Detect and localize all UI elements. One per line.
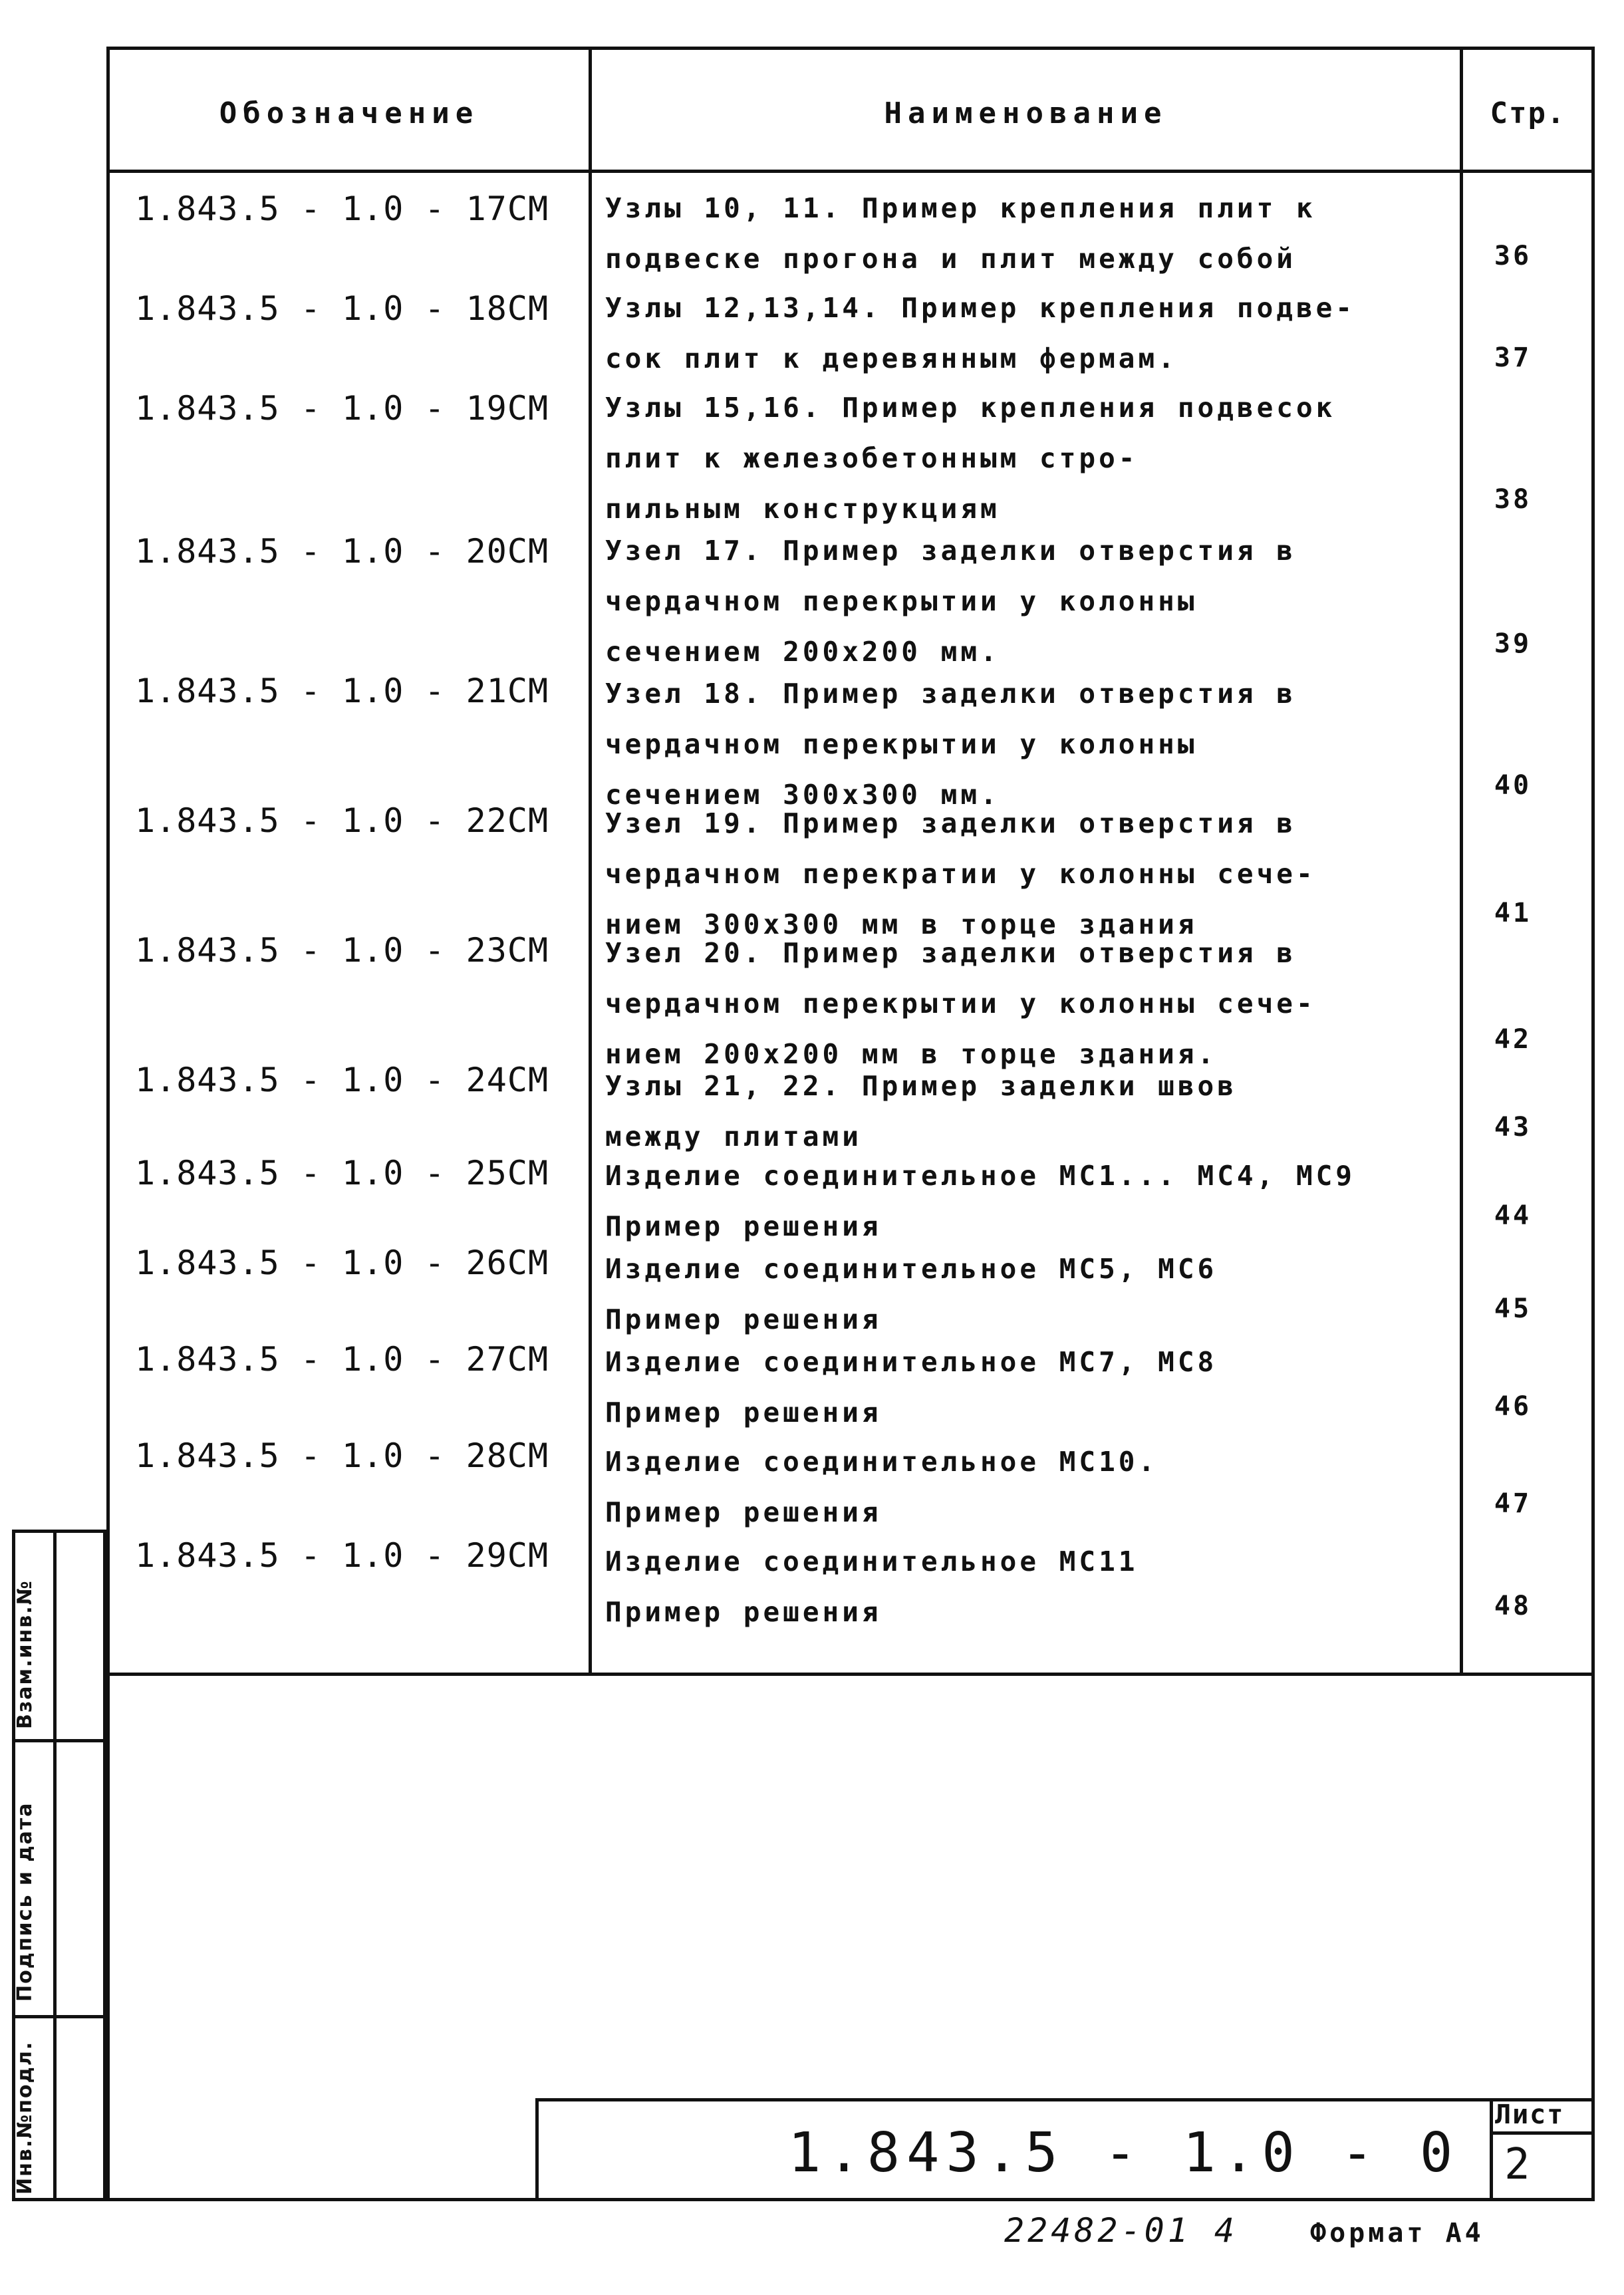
row-page: 36	[1494, 241, 1532, 271]
row-page: 37	[1494, 342, 1532, 373]
row-name: Изделие соединительное МС1... МС4, МС9 Пример решения	[605, 1160, 1355, 1242]
side-label-inv: Инв.№подл.	[13, 2040, 37, 2195]
row-page: 41	[1494, 898, 1532, 928]
table-bottom-line	[106, 1673, 1595, 1676]
row-name: Узел 19. Пример заделки отверстия в чердачном перекратии у колонны сече- нием 300х300 мм в торце здания	[605, 807, 1316, 940]
row-code: 1.843.5 - 1.0 - 22СМ	[135, 801, 549, 840]
row-name: Узел 20. Пример заделки отверстия в чердачном перекрытии у колонны сече- нием 200х200 мм в торце здания.	[605, 937, 1316, 1070]
title-block-divider	[1490, 2098, 1493, 2201]
side-label-podpis: Подпись и дата	[13, 1802, 37, 2002]
row-name: Изделие соединительное МС10. Пример решения	[605, 1446, 1158, 1528]
row-page: 47	[1494, 1488, 1532, 1519]
row-code: 1.843.5 - 1.0 - 19СМ	[135, 389, 549, 428]
row-name: Узлы 21, 22. Пример заделки швов между плитами	[605, 1070, 1237, 1152]
row-code: 1.843.5 - 1.0 - 18СМ	[135, 289, 549, 328]
row-code: 1.843.5 - 1.0 - 20СМ	[135, 532, 549, 571]
row-name: Изделие соединительное МС5, МС6 Пример решения	[605, 1253, 1218, 1335]
row-code: 1.843.5 - 1.0 - 26СМ	[135, 1244, 549, 1282]
row-page: 40	[1494, 770, 1532, 801]
row-name: Узлы 10, 11. Пример крепления плит к подвеске прогона и плит между собой	[605, 192, 1316, 275]
header-divider	[106, 170, 1595, 173]
row-name: Узел 17. Пример заделки отверстия в чердачном перекрытии у колонны сечением 200х200 мм.	[605, 535, 1296, 668]
sheet-label: Лист	[1495, 2099, 1565, 2130]
row-code: 1.843.5 - 1.0 - 21СМ	[135, 672, 549, 710]
row-page: 42	[1494, 1024, 1532, 1055]
row-name: Узел 18. Пример заделки отверстия в чердачном перекрытии у колонны сечением 300х300 мм.	[605, 678, 1296, 811]
row-code: 1.843.5 - 1.0 - 24СМ	[135, 1061, 549, 1099]
row-page: 44	[1494, 1200, 1532, 1231]
row-code: 1.843.5 - 1.0 - 23СМ	[135, 931, 549, 970]
side-label-vzam: Взам.инв.№	[13, 1579, 37, 1729]
row-code: 1.843.5 - 1.0 - 25СМ	[135, 1154, 549, 1192]
title-block-sheet-line	[1490, 2131, 1595, 2135]
side-stamp-divider	[53, 1530, 57, 2201]
column-divider-name-page	[1460, 47, 1463, 1676]
row-page: 46	[1494, 1391, 1532, 1422]
row-page: 39	[1494, 628, 1532, 659]
row-page: 43	[1494, 1112, 1532, 1143]
row-name: Узлы 12,13,14. Пример крепления подве- сок плит к деревянным фермам.	[605, 292, 1355, 374]
column-divider-code-name	[589, 47, 592, 1676]
row-code: 1.843.5 - 1.0 - 29СМ	[135, 1536, 549, 1575]
row-page: 45	[1494, 1293, 1532, 1324]
row-code: 1.843.5 - 1.0 - 27СМ	[135, 1340, 549, 1379]
header-name: Наименование	[884, 96, 1168, 130]
row-page: 48	[1494, 1591, 1532, 1621]
document-code: 1.843.5 - 1.0 - 0	[788, 2121, 1460, 2185]
row-code: 1.843.5 - 1.0 - 28СМ	[135, 1436, 549, 1475]
row-name: Узлы 15,16. Пример крепления подвесок плит к железобетонным стро- пильным конструкциям	[605, 392, 1336, 525]
footer-format: Формат А4	[1310, 2218, 1484, 2248]
row-code: 1.843.5 - 1.0 - 17СМ	[135, 190, 549, 228]
header-designation: Обозначение	[219, 96, 479, 130]
row-name: Изделие соединительное МС11 Пример решения	[605, 1546, 1139, 1628]
row-page: 38	[1494, 484, 1532, 515]
row-name: Изделие соединительное МС7, МС8 Пример решения	[605, 1346, 1218, 1428]
sheet-number: 2	[1504, 2140, 1530, 2189]
footer-code: 22482-01 4	[1004, 2211, 1238, 2250]
header-page: Стр.	[1490, 96, 1566, 130]
